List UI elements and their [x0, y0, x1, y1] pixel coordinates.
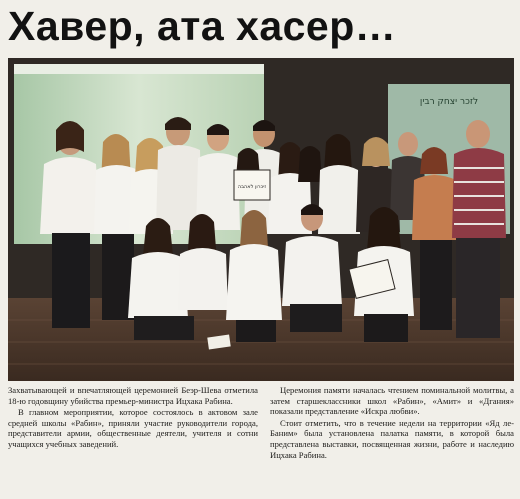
article-column-left — [8, 385, 258, 451]
group-photo — [8, 58, 514, 381]
article-column-right — [270, 385, 514, 461]
group-photo-illustration — [8, 58, 514, 381]
held-sign-text: זיכרון לאהבה — [237, 184, 267, 190]
paragraph: Церемония памяти началась чтением поминальной молитвы, а затем старшеклассники школ «Рабин», «Амит» и «Дгания» показали представление «Искра любви». — [270, 385, 514, 417]
paragraph: Захватывающей и впечатляющей церемонией Беэр-Шева отметила 18-ю годовщину убийства премьер-министра Ицхака Рабина. — [8, 385, 258, 406]
banner-text: לזכר יצחק רבין — [419, 97, 479, 107]
headline: Хавер, ата хасер… — [8, 3, 397, 49]
paragraph: В главном мероприятии, которое состоялось в актовом зале средней школы «Рабин», приняли участие руководители города, представители армии, общественные деятели, учителя и сотни учащихся учебных заведений. — [8, 407, 258, 449]
paragraph: Стоит отметить, что в течение недели на территории «Яд ле-Баним» была установлена палатка памяти, в которой была представлена выставки, посвященная жизни, работе и наследию Ицхака Рабина. — [270, 417, 514, 460]
